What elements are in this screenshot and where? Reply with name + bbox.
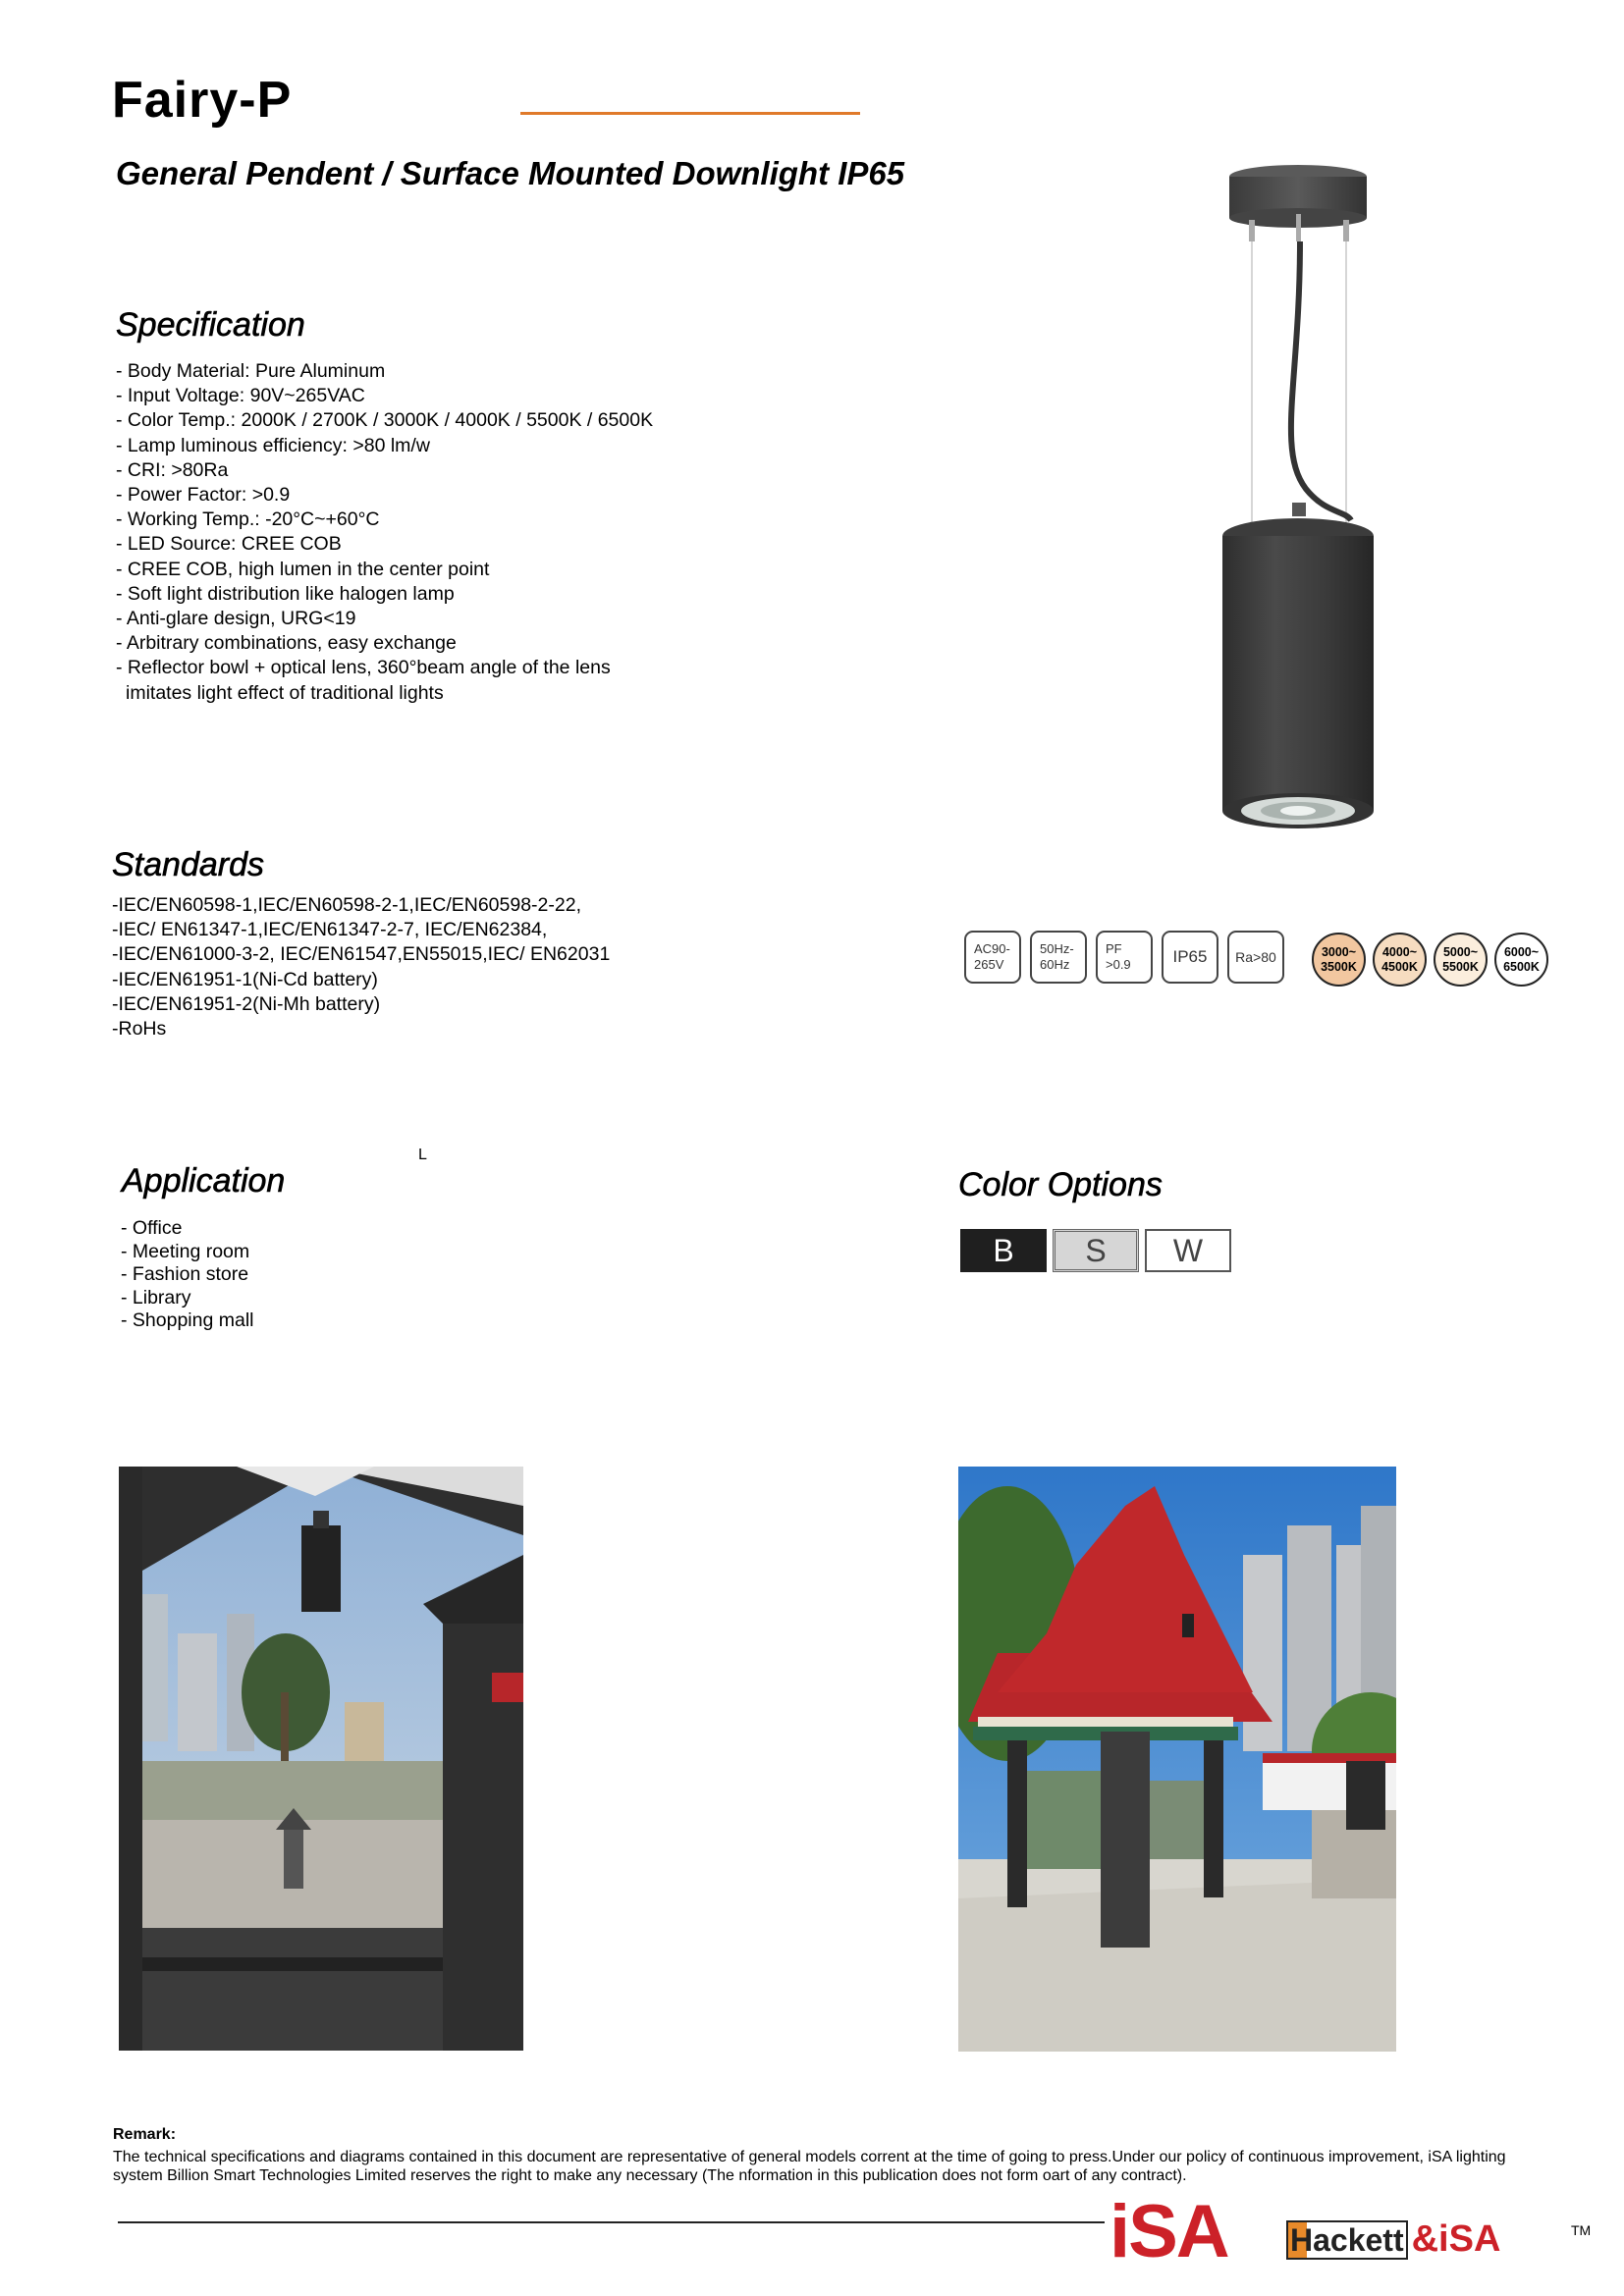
list-item: - Soft light distribution like halogen lamp [116,582,455,605]
standards-heading: Standards [112,846,264,883]
list-item: -IEC/EN61951-2(Ni-Mh battery) [112,992,381,1015]
title-accent-rule [520,112,860,115]
list-item: - Body Material: Pure Aluminum [116,360,386,382]
list-item: -RoHs [112,1018,167,1041]
trademark-mark: TM [1571,2222,1592,2238]
color-temp-3000: 3000~ 3500K [1312,933,1366,987]
hackett-wordmark: Hackett [1286,2220,1408,2260]
color-options-heading: Color Options [958,1166,1163,1203]
list-item: - Office [121,1217,183,1239]
color-swatches [960,1229,1231,1272]
color-option-white: W [1145,1229,1231,1272]
product-subtitle: General Pendent / Surface Mounted Downlight IP65 [116,155,905,191]
isa-wordmark-small: &iSA [1411,2218,1501,2260]
isa-logo: iSA [1110,2190,1228,2273]
color-temp-4000: 4000~ 4500K [1373,933,1427,987]
stray-mark: L [418,1147,427,1163]
list-item: - Power Factor: >0.9 [116,484,291,507]
specification-heading: Specification [116,306,305,344]
list-item: - Color Temp.: 2000K / 2700K / 3000K / 4000K / 5500K / 6500K [116,409,654,432]
product-image [1218,165,1375,842]
footer-rule [118,2221,1105,2223]
list-item: -IEC/EN60598-1,IEC/EN60598-2-1,IEC/EN60598-2-22, [112,894,581,916]
list-item: -IEC/ EN61347-1,IEC/EN61347-2-7, IEC/EN62384, [112,919,548,941]
specification-list [116,359,653,706]
standards-list [112,893,610,1041]
list-item: - CRI: >80Ra [116,458,229,481]
application-list [121,1217,254,1333]
installation-photo-right [958,1467,1396,2052]
list-item: - Fashion store [121,1263,249,1286]
application-heading: Application [122,1162,286,1200]
color-temp-6000: 6000~ 6500K [1494,933,1548,987]
list-item: - Meeting room [121,1240,250,1262]
list-item: -IEC/EN61000-3-2, IEC/EN61547,EN55015,IEC/ EN62031 [112,943,611,966]
remark-text: The technical specifications and diagrams contained in this document are representative of general models corrent at the time of going to press.Under our policy of continuous improvement, iSA lighting system Billion Smart Technologies Limited reserves the right to make any necessary (The nformation in this publication does not form oart of any contract). [113,2149,1506,2184]
list-item: - CREE COB, high lumen in the center point [116,558,490,580]
product-title: Fairy-P [112,72,293,129]
list-item: - Reflector bowl + optical lens, 360°beam angle of the lens [116,657,611,679]
color-option-silver: S [1053,1229,1139,1272]
list-item: - Library [121,1286,191,1308]
list-item: - Lamp luminous efficiency: >80 lm/w [116,434,430,456]
list-item: - LED Source: CREE COB [116,533,342,556]
installation-photo-left [119,1467,523,2051]
list-item: - Anti-glare design, URG<19 [116,608,356,630]
list-item: - Input Voltage: 90V~265VAC [116,385,365,407]
color-temp-5000: 5000~ 5500K [1434,933,1488,987]
list-item: - Shopping mall [121,1309,254,1332]
power-factor-badge: PF >0.9 [1096,931,1153,984]
ip-rating-badge: IP65 [1162,931,1218,984]
list-item: - Working Temp.: -20°C~+60°C [116,508,380,531]
color-temperature-options [1312,933,1548,987]
frequency-badge: 50Hz- 60Hz [1030,931,1087,984]
remark-heading: Remark: [113,2126,177,2143]
hackett-isa-logo [1286,2220,1500,2258]
spec-badges [964,931,1284,984]
list-item: - Arbitrary combinations, easy exchange [116,632,457,655]
color-option-black: B [960,1229,1047,1272]
cri-badge: Ra>80 [1227,931,1284,984]
list-item: imitates light effect of traditional lights [126,681,444,704]
voltage-badge: AC90- 265V [964,931,1021,984]
list-item: -IEC/EN61951-1(Ni-Cd battery) [112,968,378,990]
